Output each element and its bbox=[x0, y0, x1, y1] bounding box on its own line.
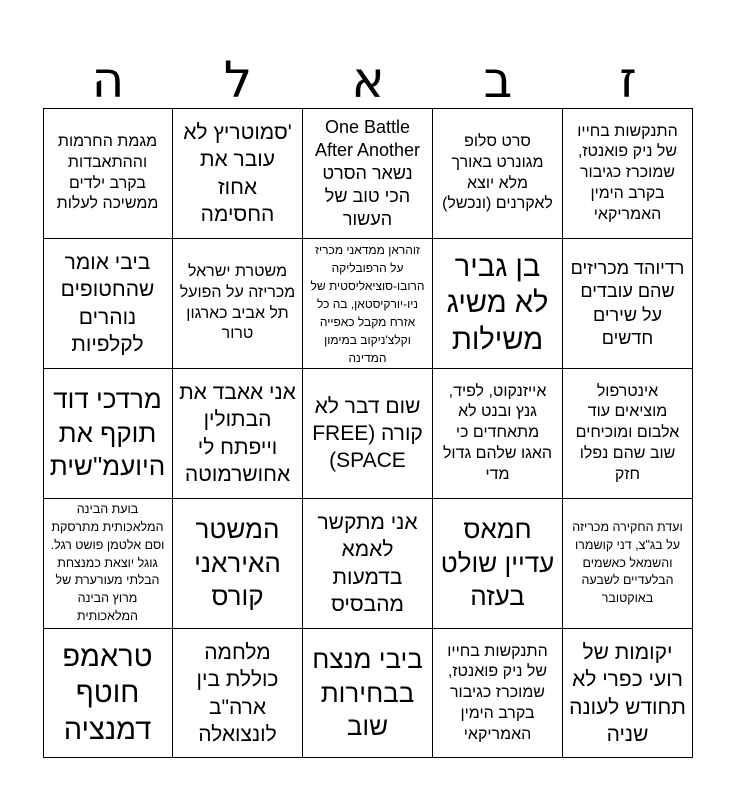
bingo-cell[interactable] bbox=[563, 368, 693, 498]
bingo-cell[interactable] bbox=[43, 238, 173, 368]
bingo-cell[interactable] bbox=[563, 628, 693, 758]
bingo-cell[interactable] bbox=[173, 238, 303, 368]
cell-text: המשטר האיראני קורס bbox=[194, 513, 281, 612]
cell-text: One Battle After Another נשאר הסרט הכי טוב של העשור bbox=[314, 116, 421, 230]
bingo-cell[interactable] bbox=[173, 108, 303, 238]
bingo-header bbox=[43, 52, 693, 108]
header-letter-1: ז bbox=[619, 51, 637, 109]
header-letter-4: ל bbox=[223, 51, 253, 109]
cell-text: חמאס עדיין שולט בעזה bbox=[440, 513, 555, 612]
bingo-cell[interactable] bbox=[173, 498, 303, 628]
header-letter-2: ב bbox=[483, 51, 513, 109]
bingo-cell[interactable] bbox=[433, 238, 563, 368]
bingo-card bbox=[43, 0, 693, 800]
bingo-cell[interactable] bbox=[43, 368, 173, 498]
cell-text: משטרת ישראל מכריזה על הפועל תל אביב כארגון טרור bbox=[179, 262, 296, 343]
cell-text: שום דבר לא קורה (FREE SPACE) bbox=[312, 394, 423, 473]
cell-text: התנקשות בחייו של ניק פואנטז, שמוכרז כגיבור בקרב הימין האמריקאי bbox=[577, 122, 678, 223]
cell-text: אינטרפול מוציאים עוד אלבום ומוכיחים שוב שהם נפלו חזק bbox=[575, 382, 680, 483]
cell-text: אני אאבד את הבתולין וייפתח לי אחושרמוטה bbox=[179, 380, 296, 486]
cell-text: מרדכי דוד תוקף את היועמ"שית bbox=[49, 383, 166, 482]
free-space-cell[interactable] bbox=[303, 368, 433, 498]
header-letter-3: א bbox=[351, 51, 385, 109]
cell-text: זוהראן ממדאני מכריז על הרפובליקה הרובו-סוציאליסטית של ניו-יורקיסטאן, בה כל אזרח מקבל כאפייה וקלצ'ניקוב במימון המדינה bbox=[310, 242, 425, 365]
bingo-cell[interactable] bbox=[43, 108, 173, 238]
bingo-cell[interactable] bbox=[563, 238, 693, 368]
bingo-cell[interactable] bbox=[563, 108, 693, 238]
bingo-cell[interactable] bbox=[433, 108, 563, 238]
cell-text: בועת הבינה המלאכותית מתרסקת וסם אלטמן פושט רגל. גוגל יוצאת כמנצחת הבלתי מעורערת של מרוץ הבינה המלאכותית bbox=[50, 502, 165, 623]
bingo-cell[interactable] bbox=[173, 628, 303, 758]
cell-text: מלחמה כוללת בין ארה"ב לונצואלה bbox=[196, 640, 279, 746]
bingo-cell[interactable] bbox=[433, 368, 563, 498]
cell-text: ביבי אומר שהחטופים נוהרים לקלפיות bbox=[60, 250, 155, 356]
cell-text: בן גביר לא משיג משילות bbox=[446, 251, 549, 356]
bingo-cell[interactable] bbox=[433, 498, 563, 628]
bingo-cell[interactable] bbox=[303, 628, 433, 758]
bingo-cell[interactable] bbox=[43, 628, 173, 758]
bingo-grid bbox=[43, 108, 693, 758]
bingo-cell[interactable] bbox=[563, 498, 693, 628]
cell-text: ועדת החקירה מכריזה על בג"צ, דני קושמרו והשמאל כאשמים הבלעדיים לשבעה באוקטובר bbox=[572, 520, 683, 606]
cell-text: אייזנקוט, לפיד, גנץ ובנט לא מתאחדים כי האגו שלהם גדול מדי bbox=[442, 382, 553, 483]
cell-text: רדיוהד מכריזים שהם עובדים על שירים חדשים bbox=[570, 258, 685, 348]
bingo-cell[interactable] bbox=[433, 628, 563, 758]
bingo-cell[interactable] bbox=[43, 498, 173, 628]
cell-text: יקומות של רועי כפרי לא תחודש לעונה שניה bbox=[569, 640, 686, 746]
bingo-cell[interactable] bbox=[303, 498, 433, 628]
cell-text: אני מתקשר לאמא בדמעות מהבסיס bbox=[317, 510, 418, 616]
bingo-cell[interactable] bbox=[173, 368, 303, 498]
cell-text: מגמת החרמות וההתאבדות בקרב ילדים ממשיכה לעלות bbox=[56, 132, 159, 213]
cell-text: סרט סלופ מגונרט באורך מלא יוצא לאקרנים (ונכשל) bbox=[442, 132, 553, 213]
cell-text: ביבי מנצח בבחירות שוב bbox=[312, 643, 423, 742]
bingo-cell[interactable] bbox=[303, 238, 433, 368]
cell-text: 'סמוטריץ לא עובר את אחוז החסימה bbox=[183, 120, 292, 226]
cell-text: טראמפ חוטף דמנציה bbox=[62, 641, 153, 746]
header-letter-5: ה bbox=[91, 51, 125, 109]
cell-text: התנקשות בחייו של ניק פואנטז, שמוכרז כגיבור בקרב הימין האמריקאי bbox=[447, 642, 548, 743]
bingo-cell[interactable] bbox=[303, 108, 433, 238]
